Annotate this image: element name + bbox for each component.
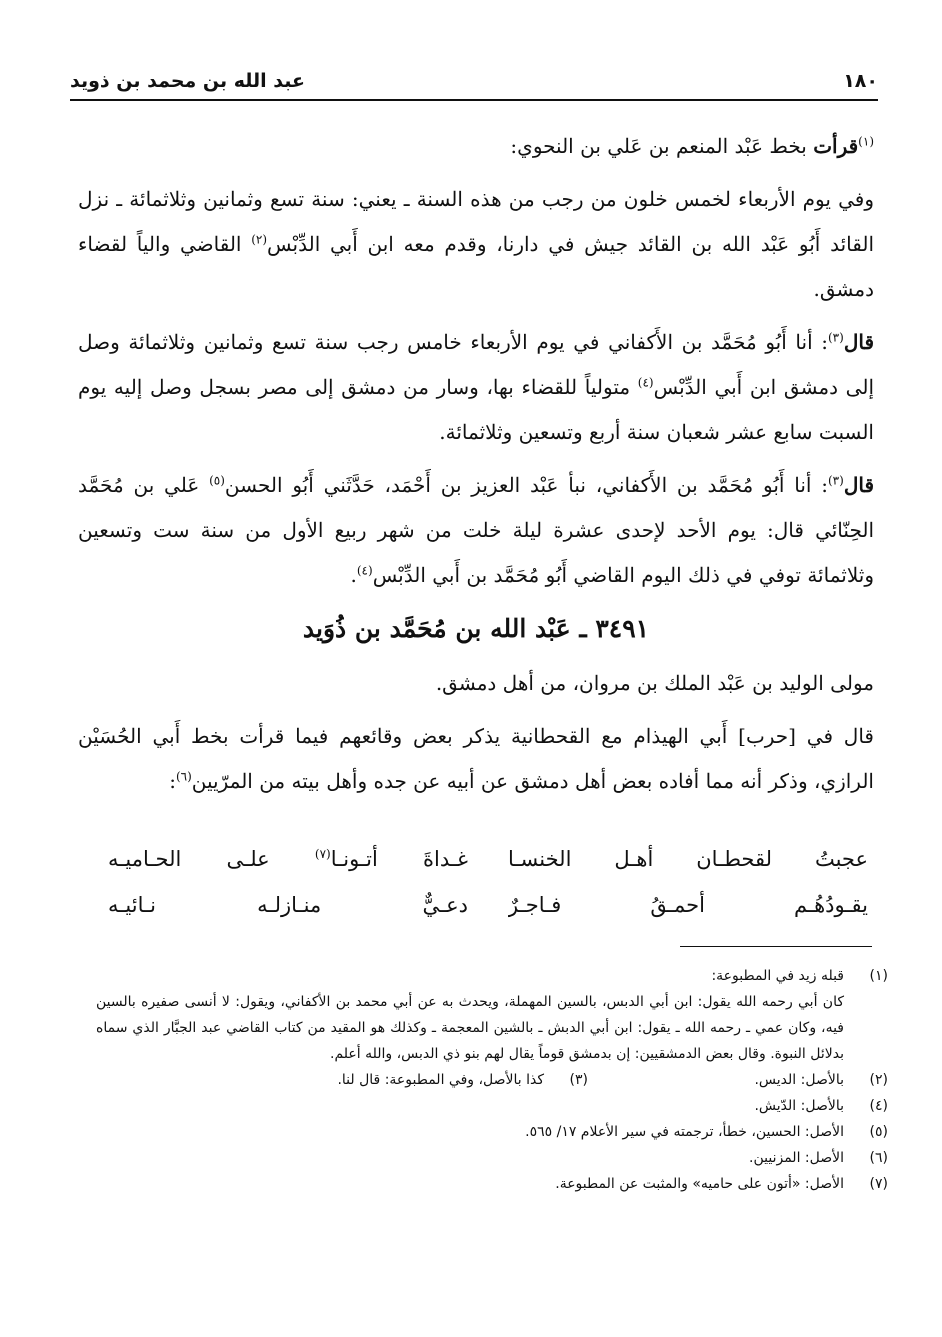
footnote-ref: (٤) bbox=[356, 563, 373, 578]
paragraph-6 bbox=[78, 714, 874, 804]
footnote-ref: (٣) bbox=[827, 330, 844, 345]
lead-word: قال bbox=[843, 330, 874, 354]
footnote-text: قبله زيد في المطبوعة: bbox=[711, 968, 844, 984]
footnote-ref: (٥) bbox=[209, 473, 225, 488]
footnote-number: (٦) bbox=[869, 1150, 888, 1166]
paragraph-text: : أنا أَبُو مُحَمَّد بن الأَكفاني، نبأ عَبْد العزيز بن أَحْمَد، حَدَّثَني أَبُو الحسن bbox=[224, 473, 828, 497]
paragraph-text: مولى الوليد بن عَبْد الملك بن مروان، من أهل دمشق. bbox=[435, 671, 874, 695]
verse-second-hemistich bbox=[108, 836, 468, 882]
footnote-2 bbox=[588, 1067, 888, 1093]
paragraph-text: عَلي بن مُحَمَّد الحِنّائي قال: يوم الأحد لإحدى عشرة ليلة خلت من شهر ربيع الأول من سنة ست وتسعين وثلاثمائة توفي في ذلك اليوم القاضي أَبُو مُحَمَّد بن أَبي الدِّبْس bbox=[78, 473, 874, 587]
footnote-ref: (٢) bbox=[251, 232, 268, 247]
poem bbox=[108, 836, 868, 928]
footnote-4 bbox=[80, 1093, 888, 1119]
footnote-text: كان أبي رحمه الله يقول: ابن أبي الدبس، بالسين المهملة، ويحدث به عن أبي محمد بن الأكفاني، ويقول: لا أنسى صفيره بالسين فيه، وكان عمي ـ رحمه الله ـ يقول: ابن أبي الدبش ـ بالشين المعجمة ـ وكذلك هو المقيد من كتاب القاضي عبد الجبَّار الذي سماه بدلائل النبوة. وقال بعض الدمشقيين: إن بدمشق قوماً يقال لهم بنو ذي الدبس، والله أعلم. bbox=[96, 994, 844, 1062]
footnote-rule bbox=[680, 946, 872, 947]
paragraph-text: بخط عَبْد المنعم بن عَلي بن النحوي: bbox=[510, 134, 814, 158]
paragraph-text: قال في [حرب] أَبي الهيذام مع القحطانية يذكر بعض وقائعهم فيما قرأت بخط أَبي الحُسَيْن الرازي، وذكر أنه مما أفاده بعض أهل دمشق عن أبيه عن جده وأهل بيته من المرّيين bbox=[78, 724, 874, 793]
footnote-7 bbox=[80, 1171, 888, 1197]
footnote-body bbox=[96, 963, 844, 1067]
footnote-1 bbox=[80, 963, 888, 1067]
footnote-text: بالأصل: الديس. bbox=[754, 1072, 844, 1088]
footnote-6 bbox=[80, 1145, 888, 1171]
footnote-5 bbox=[80, 1119, 888, 1145]
paragraph-text: متولياً للقضاء بها، وسار من دمشق إلى مصر بسجل وصل إليه يوم السبت سابع عشر شعبان سنة أربع وتسعين وثلاثمائة. bbox=[78, 375, 874, 444]
footnote-text: بالأصل: الدّيش. bbox=[754, 1098, 844, 1114]
footnote-number: (٢) bbox=[869, 1072, 888, 1088]
paragraph-text: . bbox=[350, 563, 357, 587]
footnote-text: كذا بالأصل، وفي المطبوعة: قال لنا. bbox=[337, 1072, 544, 1088]
footnote-text: الأصل: «أتون على حاميه» والمثبت عن المطبوعة. bbox=[555, 1176, 844, 1192]
verse-first-hemistich: عجبتُ لقحطـان أهـل الخنسـا bbox=[508, 847, 868, 871]
paragraph-text: القاضي والياً لقضاء دمشق. bbox=[78, 232, 874, 301]
footnote-number: (٤) bbox=[869, 1098, 888, 1114]
footnote-ref: (٣) bbox=[827, 473, 844, 488]
footnote-number: (٥) bbox=[869, 1124, 888, 1140]
lead-word: قرأت bbox=[813, 134, 859, 158]
paragraph-text: : أنا أَبُو مُحَمَّد بن الأَكفاني في يوم الأربعاء خامس رجب سنة تسع وثمانين وثلاثمائة وصل إلى دمشق ابن أَبي الدِّبْس bbox=[78, 330, 875, 399]
lead-word: قال bbox=[843, 473, 874, 497]
footnote-ref: (١) bbox=[858, 134, 874, 149]
paragraph-text: وفي يوم الأربعاء لخمس خلون من رجب من هذه السنة ـ يعني: سنة تسع وثمانين وثلاثمائة ـ نزل القائد أَبُو عَبْد الله بن القائد جيش في دارنا، وقدم معه ابن أَبي الدِّبْس bbox=[78, 187, 874, 256]
footnote-number: (٧) bbox=[869, 1176, 888, 1192]
page-number: ١٨٠ bbox=[843, 70, 878, 92]
header-rule bbox=[70, 99, 878, 101]
footnote-3 bbox=[288, 1067, 588, 1093]
footnote-number: (١) bbox=[869, 968, 888, 984]
footnotes bbox=[80, 963, 888, 1197]
hemistich-text: غـداةَ أتـونـا bbox=[330, 847, 468, 871]
footnote-ref: (٦) bbox=[175, 769, 192, 784]
paragraph-text: : bbox=[169, 769, 176, 793]
paragraph-3 bbox=[78, 320, 874, 455]
verse-2 bbox=[108, 882, 868, 928]
footnote-text: الأصل: الحسين، خطأ، ترجمته في سير الأعلام ١٧/ ٥٦٥. bbox=[525, 1124, 844, 1140]
paragraph-2 bbox=[78, 177, 874, 312]
running-header bbox=[70, 64, 878, 98]
footnote-number: (٣) bbox=[569, 1072, 588, 1088]
running-title: عبد الله بن محمد بن ذويد bbox=[70, 70, 306, 92]
paragraph-5 bbox=[78, 661, 874, 706]
main-text bbox=[78, 124, 874, 812]
verse-second-hemistich: دعـيٌّ منـازلـه نـائيـه bbox=[108, 893, 468, 917]
footnote-ref: (٤) bbox=[637, 375, 654, 390]
hemistich-text: علـى الحـاميـه bbox=[108, 847, 315, 871]
verse-first-hemistich: يقـودُهُـم أحمـقُ فـاجـرٌ bbox=[508, 893, 868, 917]
footnote-ref: (٧) bbox=[314, 847, 331, 861]
entry-heading: ٣٤٩١ ـ عَبْد الله بن مُحَمَّد بن ذُوَيد bbox=[302, 614, 650, 643]
footnote-pair bbox=[80, 1067, 888, 1093]
verse-1 bbox=[108, 836, 868, 882]
footnote-text: الأصل: المزنيين. bbox=[749, 1150, 844, 1166]
paragraph-1 bbox=[78, 124, 874, 169]
paragraph-4 bbox=[78, 463, 874, 598]
